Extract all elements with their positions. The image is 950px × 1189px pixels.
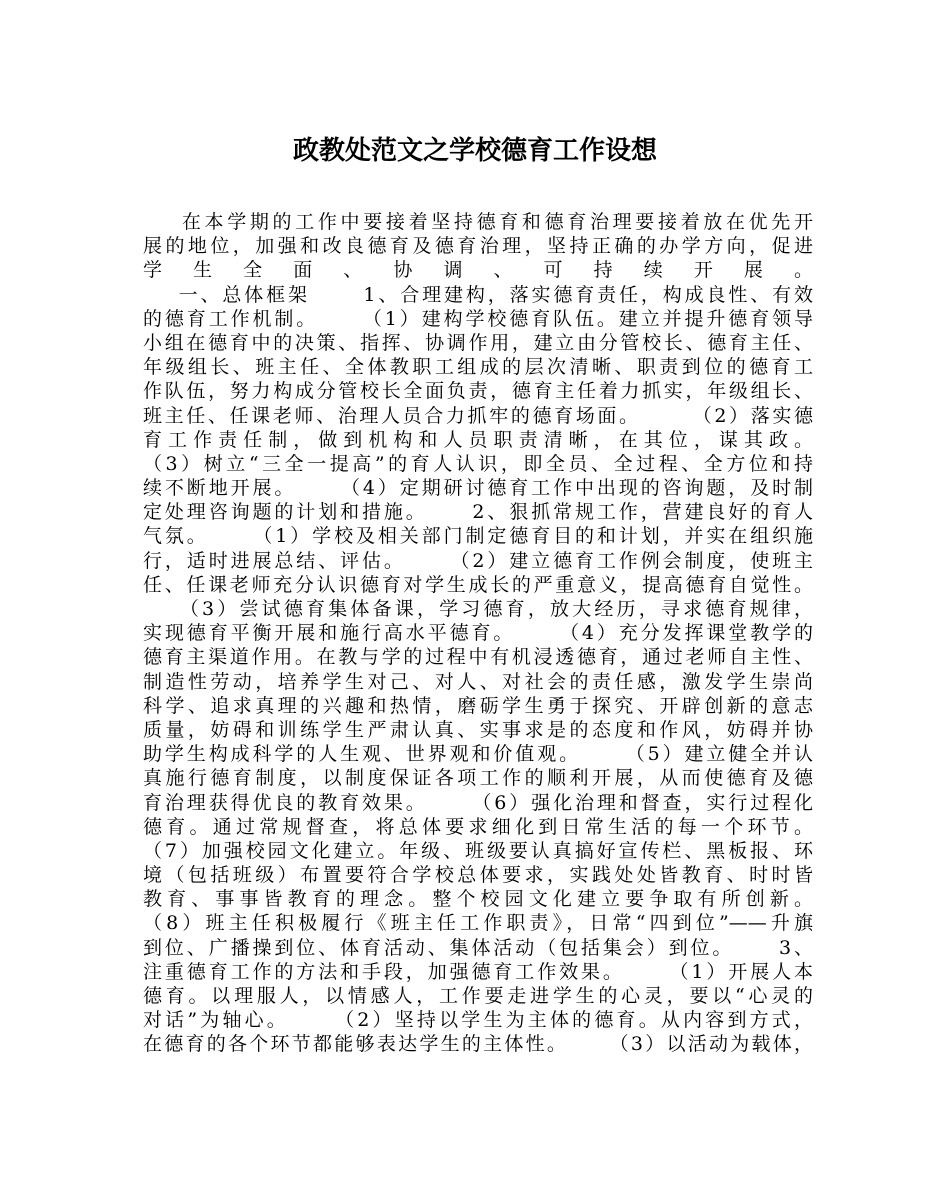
body-text-line: 年级组长、班主任、全体教职工组成的层次清晰、职责到位的德育工 [143, 356, 813, 379]
body-text-line: 行，适时进展总结、评估。 （2）建立德育工作例会制度，使班主 [143, 549, 813, 572]
body-text-line: 境（包括班级）布置要符合学校总体要求，实践处处皆教育、时时皆 [143, 864, 813, 887]
body-text-line: 续不断地开展。 （4）定期研讨德育工作中出现的咨询题，及时制 [143, 477, 813, 500]
body-text-line: 在德育的各个环节都能够表达学生的主体性。 （3）以活动为载体， [143, 1033, 813, 1056]
body-text-line: 真施行德育制度，以制度保证各项工作的顺利开展，从而使德育及德 [143, 767, 813, 790]
body-text-line: 科学、追求真理的兴趣和热情，磨砺学生勇于探究、开辟创新的意志 [143, 694, 813, 717]
body-text-line: 德育。通过常规督查，将总体要求细化到日常生活的每一个环节。 [143, 815, 813, 838]
body-text-line: 助学生构成科学的人生观、世界观和价值观。 （5）建立健全并认 [143, 743, 813, 766]
body-text-line: 实现德育平衡开展和施行高水平德育。 （4）充分发挥课堂教学的 [143, 622, 813, 645]
body-text-line: 注重德育工作的方法和手段，加强德育工作效果。 （1）开展人本 [143, 960, 813, 983]
body-text-line: 定处理咨询题的计划和措施。 2、狠抓常规工作，营建良好的育人 [143, 501, 813, 524]
body-text-line: 学生全面、协调、可持续开展。 [143, 259, 813, 282]
document-body [143, 210, 813, 1057]
body-text-line: 一、总体框架 1、合理建构，落实德育责任，构成良性、有效 [143, 283, 813, 306]
body-text-line: 育工作责任制，做到机构和人员职责清晰，在其位，谋其政。 [143, 428, 813, 451]
body-text-line: 气氛。 （1）学校及相关部门制定德育目的和计划，并实在组织施 [143, 525, 813, 548]
body-text-line: 教育、事事皆教育的理念。整个校园文化建立要争取有所创新。 [143, 888, 813, 911]
body-text-line: 制造性劳动，培养学生对己、对人、对社会的责任感，激发学生崇尚 [143, 670, 813, 693]
body-text-line: 对话”为轴心。 （2）坚持以学生为主体的德育。从内容到方式， [143, 1009, 813, 1032]
body-text-line: 小组在德育中的决策、指挥、协调作用，建立由分管校长、德育主任、 [143, 331, 813, 354]
body-text-line: （3）树立“三全一提高”的育人认识，即全员、全过程、全方位和持 [143, 452, 813, 475]
document-title: 政教处范文之学校德育工作设想 [292, 136, 657, 166]
body-text-line: 作队伍，努力构成分管校长全面负责，德育主任着力抓实，年级组长、 [143, 380, 813, 403]
body-text-line: 任、任课老师充分认识德育对学生成长的严重意义，提高德育自觉性。 [143, 573, 813, 596]
body-text-line: （3）尝试德育集体备课，学习德育，放大经历，寻求德育规律， [143, 598, 813, 620]
body-text-line: 在本学期的工作中要接着坚持德育和德育治理要接着放在优先开 [143, 211, 813, 233]
body-text-line: 展的地位，加强和改良德育及德育治理，坚持正确的办学方向，促进 [143, 235, 813, 258]
body-text-line: （8）班主任积极履行《班主任工作职责》，日常“四到位”——升旗 [143, 912, 813, 935]
body-text-line: （7）加强校园文化建立。年级、班级要认真搞好宣传栏、黑板报、环 [143, 839, 813, 862]
body-text-line: 质量，妨碍和训练学生严肃认真、实事求是的态度和作风，妨碍并协 [143, 718, 813, 741]
body-text-line: 班主任、任课老师、治理人员合力抓牢的德育场面。 （2）落实德 [143, 404, 813, 427]
body-text-line: 的德育工作机制。 （1）建构学校德育队伍。建立并提升德育领导 [143, 307, 813, 330]
body-text-line: 育治理获得优良的教育效果。 （6）强化治理和督查，实行过程化 [143, 791, 813, 814]
body-text-line: 德育。以理服人，以情感人，工作要走进学生的心灵，要以“心灵的 [143, 985, 813, 1007]
body-text-line: 德育主渠道作用。在教与学的过程中有机浸透德育，通过老师自主性、 [143, 646, 813, 669]
body-text-line: 到位、广播操到位、体育活动、集体活动（包括集会）到位。 3、 [143, 936, 813, 959]
